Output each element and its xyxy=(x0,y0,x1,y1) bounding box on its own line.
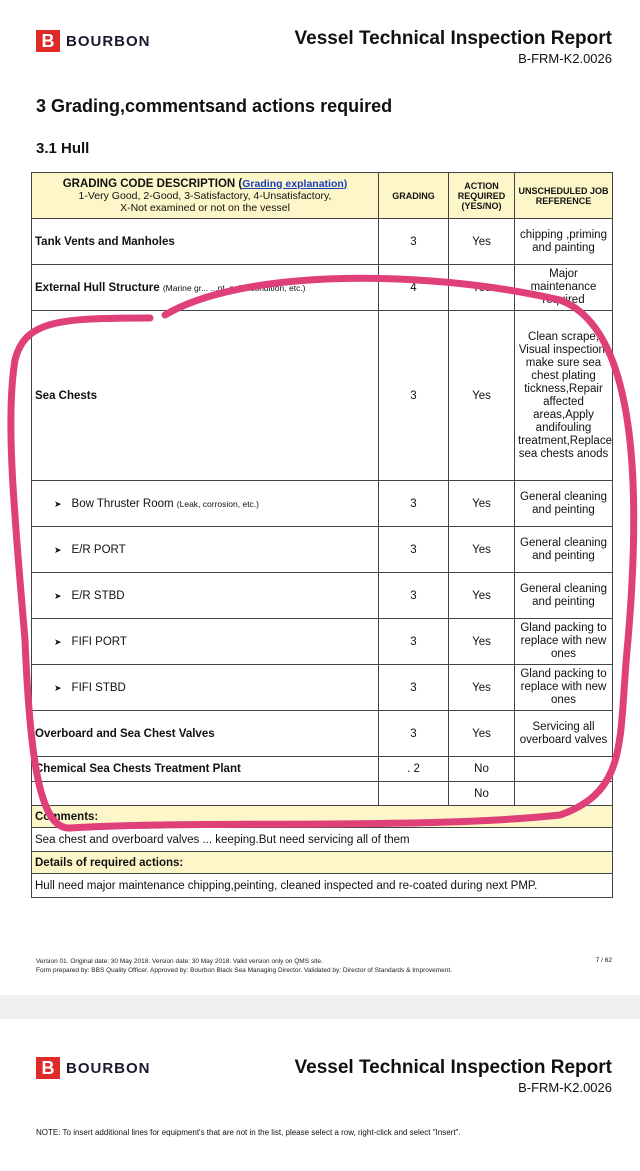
row-item: ➤ FIFI PORT xyxy=(32,619,379,665)
row-action: Yes xyxy=(449,527,515,573)
comments-label-row xyxy=(32,806,613,828)
comments-label: Comments: xyxy=(32,806,613,828)
row-grade: . 2 xyxy=(379,757,449,782)
table-row xyxy=(32,619,613,665)
row-item: ➤ E/R PORT xyxy=(32,527,379,573)
table-row xyxy=(32,711,613,757)
row-grade: 3 xyxy=(379,527,449,573)
row-action: Yes xyxy=(449,265,515,311)
logo-brand: BOURBON xyxy=(66,1059,151,1077)
row-item xyxy=(32,782,379,806)
table-row xyxy=(32,573,613,619)
row-grade: 3 xyxy=(379,311,449,481)
row-action: Yes xyxy=(449,481,515,527)
report-title: Vessel Technical Inspection Report xyxy=(294,28,612,49)
row-item: Overboard and Sea Chest Valves xyxy=(32,711,379,757)
row-job-ref: Clean scrape, Visual inspection, make sure sea chest plating tickness,Repair affected areas,Apply andifouling treatment,Replace sea chests anods xyxy=(515,311,613,481)
header-job-reference: UNSCHEDULED JOB REFERENCE xyxy=(515,173,613,219)
row-grade xyxy=(379,782,449,806)
logo-brand: BOURBON xyxy=(66,32,151,50)
row-action: Yes xyxy=(449,219,515,265)
bourbon-logo xyxy=(36,30,151,52)
table-row xyxy=(32,481,613,527)
details-text: Hull need major maintenance chipping,peinting, cleaned inspected and re-coated during next PMP. xyxy=(32,874,613,898)
header-grading-description: GRADING CODE DESCRIPTION (Grading explanation) 1-Very Good, 2-Good, 3-Satisfactory, 4-Unsatisfactory, X-Not examined or not on the vessel xyxy=(32,173,379,219)
row-item: External Hull Structure (Marine gr... ...nt, paint condition, etc.) xyxy=(32,265,379,311)
report-title: Vessel Technical Inspection Report xyxy=(294,1057,612,1078)
row-job-ref xyxy=(515,757,613,782)
comments-text-row xyxy=(32,828,613,852)
row-action: Yes xyxy=(449,619,515,665)
row-grade: 3 xyxy=(379,573,449,619)
footer-version: Version 01. Original date: 30 May 2018. Version date: 30 May 2018. Valid version only on QMS site. xyxy=(36,958,323,965)
row-job-ref: chipping ,priming and painting xyxy=(515,219,613,265)
row-job-ref: Servicing all overboard valves xyxy=(515,711,613,757)
arrow-bullet-icon: ➤ xyxy=(54,498,62,509)
details-label: Details of required actions: xyxy=(32,852,613,874)
table-row xyxy=(32,782,613,806)
row-job-ref: Gland packing to replace with new ones xyxy=(515,665,613,711)
row-job-ref: General cleaning and peinting xyxy=(515,573,613,619)
row-action: No xyxy=(449,782,515,806)
row-action: No xyxy=(449,757,515,782)
report-code: B-FRM-K2.0026 xyxy=(518,51,612,66)
subsection-title: 3.1 Hull xyxy=(36,140,90,157)
comments-text: Sea chest and overboard valves ... keeping.But need servicing all of them xyxy=(32,828,613,852)
row-item: ➤ E/R STBD xyxy=(32,573,379,619)
report-code: B-FRM-K2.0026 xyxy=(518,1080,612,1095)
insert-lines-note: NOTE: To insert additional lines for equipment's that are not in the list, please select a row, right-click and select "Insert". xyxy=(36,1128,461,1137)
row-job-ref: General cleaning and peinting xyxy=(515,481,613,527)
row-grade: 3 xyxy=(379,665,449,711)
arrow-bullet-icon: ➤ xyxy=(54,590,62,601)
page-number: 7 / 62 xyxy=(595,957,612,964)
table-row xyxy=(32,757,613,782)
row-grade: 3 xyxy=(379,619,449,665)
row-action: Yes xyxy=(449,665,515,711)
arrow-bullet-icon: ➤ xyxy=(54,682,62,693)
row-action: Yes xyxy=(449,711,515,757)
row-grade: 3 xyxy=(379,711,449,757)
row-job-ref: Major maintenance required xyxy=(515,265,613,311)
hull-grading-table xyxy=(31,172,613,898)
row-item: ➤ Bow Thruster Room (Leak, corrosion, etc.) xyxy=(32,481,379,527)
table-header-row xyxy=(32,173,613,219)
grading-explanation-link[interactable]: Grading explanation) xyxy=(242,177,348,190)
header-grading: GRADING xyxy=(379,173,449,219)
table-row xyxy=(32,527,613,573)
row-grade: 4 xyxy=(379,265,449,311)
logo-letter: B xyxy=(36,1057,60,1079)
row-job-ref: Gland packing to replace with new ones xyxy=(515,619,613,665)
logo-letter: B xyxy=(36,30,60,52)
details-label-row xyxy=(32,852,613,874)
bourbon-logo xyxy=(36,1057,151,1079)
arrow-bullet-icon: ➤ xyxy=(54,544,62,555)
row-item: Chemical Sea Chests Treatment Plant xyxy=(32,757,379,782)
section-title: 3 Grading,commentsand actions required xyxy=(36,96,393,116)
header-action-required: ACTION REQUIRED (YES/NO) xyxy=(449,173,515,219)
row-action: Yes xyxy=(449,573,515,619)
row-job-ref: General cleaning and peinting xyxy=(515,527,613,573)
row-grade: 3 xyxy=(379,481,449,527)
table-row xyxy=(32,311,613,481)
row-item: ➤ FIFI STBD xyxy=(32,665,379,711)
table-row xyxy=(32,219,613,265)
arrow-bullet-icon: ➤ xyxy=(54,636,62,647)
row-grade: 3 xyxy=(379,219,449,265)
details-text-row xyxy=(32,874,613,898)
row-action: Yes xyxy=(449,311,515,481)
table-row xyxy=(32,665,613,711)
page-divider xyxy=(0,995,640,1019)
table-row xyxy=(32,265,613,311)
footer-approval: Form prepared by: BBS Quality Officer. Approved by: Bourbon Black Sea Managing Director. Validated by: Director of Standards & Improvement. xyxy=(36,967,452,974)
row-job-ref xyxy=(515,782,613,806)
row-item: Tank Vents and Manholes xyxy=(32,219,379,265)
row-item: Sea Chests xyxy=(32,311,379,481)
page-footer xyxy=(36,957,452,975)
